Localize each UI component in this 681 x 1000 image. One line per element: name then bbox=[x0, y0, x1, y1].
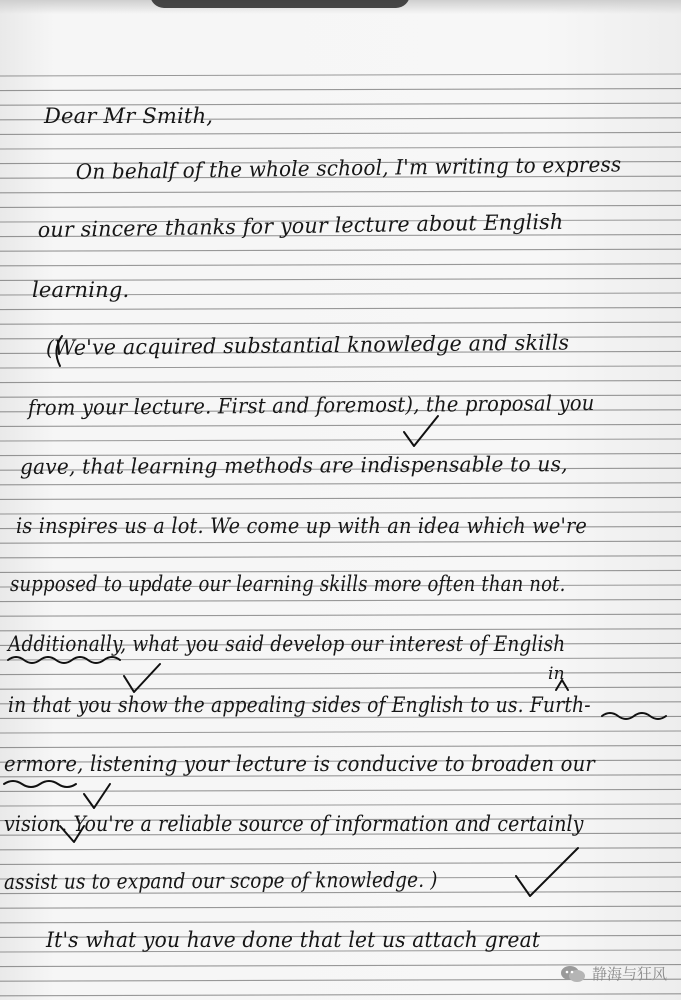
bracket-mark-icon bbox=[56, 336, 62, 366]
letter-line: supposed to update our learning skills more often than not. bbox=[10, 572, 566, 596]
check-mark-icon bbox=[124, 664, 160, 692]
letter-line: is inspires us a lot. We come up with an idea which we're bbox=[16, 514, 588, 538]
letter-line: ermore, listening your lecture is conducive to broaden our bbox=[4, 752, 595, 776]
check-mark-icon bbox=[404, 416, 438, 446]
check-mark-icon bbox=[84, 784, 110, 808]
letter-line: assist us to expand our scope of knowledge. ) bbox=[3, 867, 438, 894]
wechat-icon bbox=[560, 965, 586, 983]
letter-line: gave, that learning methods are indispensable to us, bbox=[19, 452, 568, 479]
letter-line: our sincere thanks for your lecture about English bbox=[37, 209, 564, 242]
correction-insert: in bbox=[548, 664, 565, 684]
letter-line: learning. bbox=[32, 278, 130, 302]
watermark bbox=[560, 963, 667, 984]
check-mark-icon bbox=[516, 848, 578, 896]
letter-line: in that you show the appealing sides of English to us. Furth- bbox=[8, 693, 591, 717]
caret-mark-icon bbox=[556, 680, 568, 690]
wavy-underline-icon bbox=[4, 781, 76, 787]
watermark-text: 静海与狂风 bbox=[591, 965, 667, 983]
wavy-underline-icon bbox=[602, 713, 666, 719]
wavy-underline-icon bbox=[8, 657, 120, 663]
letter-line: Additionally, what you said develop our interest of English bbox=[8, 632, 566, 656]
letter-line: vision. You're a reliable source of information and certainly bbox=[4, 812, 584, 836]
salutation: Dear Mr Smith, bbox=[44, 104, 214, 128]
letter-line: It's what you have done that let us attach great bbox=[46, 928, 541, 952]
caret-mark-icon bbox=[60, 826, 84, 842]
letter-line: (We've acquired substantial knowledge and skills bbox=[45, 330, 570, 360]
letter-line: On behalf of the whole school, I'm writing to express bbox=[75, 152, 622, 184]
letter-line: from your lecture. First and foremost), the proposal you bbox=[27, 391, 595, 420]
